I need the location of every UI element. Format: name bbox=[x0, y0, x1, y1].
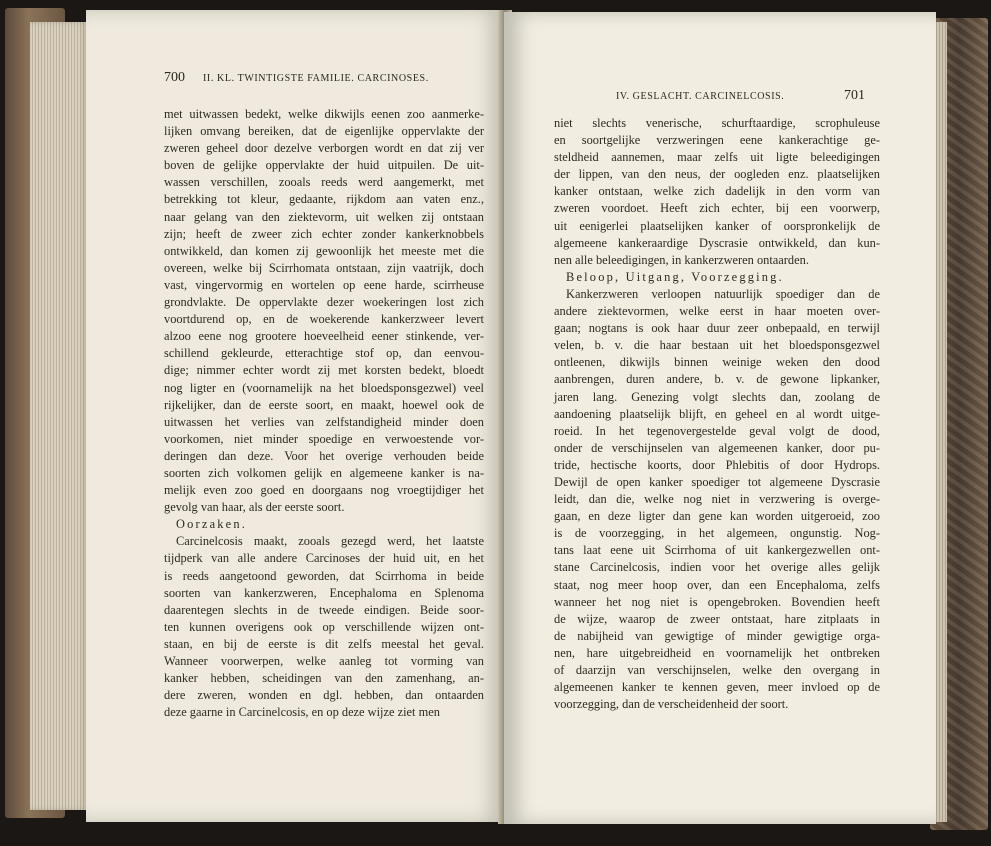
text-line: voortdurend op, en de woekerende kankerzweer levert bbox=[164, 312, 484, 327]
text-line: aandoening plaatselijk blijft, en geheel en al wordt uitge- bbox=[554, 406, 880, 421]
text-line: nen alle beleedigingen, in kankerzweren ontaarden. bbox=[554, 252, 809, 267]
text-line: staat, nog meer hoop over, dan een Encephaloma, zelfs bbox=[554, 577, 880, 592]
text-line: aanbrengen, duren andere, b. v. de gewone lipkanker, bbox=[554, 372, 880, 387]
text-line: zweren voordoet. Heeft zich echter, bij een voorwerp, bbox=[554, 201, 880, 216]
text-line: wanneer het nog niet is opengebroken. Bovendien heeft bbox=[554, 594, 880, 609]
text-line: wassen verschillen, zooals reeds werd aangemerkt, met bbox=[164, 175, 484, 190]
text-line: deringen dan deze. Voor het overige verhouden beide bbox=[164, 448, 484, 463]
text-line: gaan; nogtans is ook haar duur zeer onbepaald, en terwijl bbox=[554, 321, 880, 336]
text-line: Kankerzweren verloopen natuurlijk spoediger dan de bbox=[566, 286, 880, 301]
text-line: algemeenen kanker te kennen geven, meer invloed op de bbox=[554, 680, 880, 695]
text-line: overeen, welke bij Scirrhomata ontstaan, zijn vaatrijk, doch bbox=[164, 260, 484, 275]
text-line: daarentegen slechts in de tweede eindigen. Beide soor- bbox=[164, 602, 484, 617]
text-line: Beloop, Uitgang, Voorzegging. bbox=[566, 269, 784, 284]
page-number: 701 bbox=[844, 88, 865, 103]
text-line: tijdperk van alle andere Carcinoses der huid uit, en het bbox=[164, 551, 484, 566]
text-line: betrekking tot kleur, gedaante, rijkdom aan vaten enz., bbox=[164, 192, 484, 207]
text-line: zijn; heeft de zweer zich echter zonder kankerknobbels bbox=[164, 226, 484, 241]
text-line: dere zweren, wonden en dgl. hebben, dan ontaarden bbox=[164, 688, 484, 703]
page-edges-left bbox=[30, 22, 88, 810]
text-line: leidt, dan die, welke nog niet in verzwering is overge- bbox=[554, 492, 880, 507]
text-line: roeid. In het tegenovergestelde geval volgt de dood, bbox=[554, 423, 880, 438]
left-page bbox=[86, 10, 504, 822]
text-line: niet slechts venerische, schurftaardige, scrophuleuse bbox=[554, 116, 880, 130]
text-line: ontwikkeld, dan komen zij gewoonlijk het meeste met die bbox=[164, 243, 484, 258]
text-line: dige; nimmer echter wordt zij met korsten bedekt, bloedt bbox=[164, 363, 484, 378]
body-text bbox=[164, 106, 484, 721]
text-line: steldheid aannemen, maar zelfs uit ligte beleedigingen bbox=[554, 150, 880, 165]
text-line: uit eenigerlei plaatselijken kanker of oorspronkelijk de bbox=[554, 218, 880, 233]
text-line: alzoo eene nog grootere hoeveelheid eener stinkende, ver- bbox=[164, 329, 484, 344]
body-text bbox=[554, 115, 880, 713]
text-line: melijk even zoo goed en doorgaans nog vroegtijdiger het bbox=[164, 483, 484, 498]
text-line: boven de gelijke oppervlakte der huid uitpuilen. De uit- bbox=[164, 158, 484, 173]
text-line: tride, hectische koorts, door Phlebitis of door Hydrops. bbox=[554, 457, 880, 472]
text-line: gaan, en deze ligter dan gene kan worden uitgeroeid, zoo bbox=[554, 509, 880, 524]
text-line: Carcinelcosis maakt, zooals gezegd werd, het laatste bbox=[176, 534, 484, 549]
text-line: gevolg van haar, als der eerste soort. bbox=[164, 500, 345, 515]
text-line: lijken omvang bereiken, dat de eigenlijke oppervlakte der bbox=[164, 124, 484, 139]
text-line: ten kunnen overigens ook op verschillende wijzen ont- bbox=[164, 619, 484, 634]
text-line: vast, vingervormig en wortelen op eene harde, scirrheuse bbox=[164, 277, 484, 292]
text-line: Dewijl de open kanker spoediger tot algemeene Dyscrasie bbox=[554, 474, 880, 489]
text-line: nog ligter en (voornamelijk na het bloedsponsgezwel) veel bbox=[164, 380, 484, 395]
text-line: soorten zich volkomen gelijk en algemeene kanker is na- bbox=[164, 465, 484, 480]
text-line: stane Carcinelcosis, indien voor het overige alles gelijk bbox=[554, 560, 880, 575]
text-line: voorzegging, dan de verscheidenheid der soort. bbox=[554, 697, 789, 712]
text-line: is reeds aangetoond geworden, dat Scirrhoma in beide bbox=[164, 568, 484, 583]
text-line: schillend gekleurde, etterachtige stof op, dan eenvou- bbox=[164, 346, 484, 361]
text-line: rijkelijker, dan de eerste soort, en maakt, hoewel ook de bbox=[164, 397, 484, 412]
text-line: algemeene kankeraardige Dyscrasie ontwikkeld, dan kun- bbox=[554, 235, 880, 250]
right-page bbox=[504, 12, 936, 824]
text-line: nen, hare uitgebreidheid en voornamelijk het ontbreken bbox=[554, 645, 880, 660]
text-line: velen, b. v. die haar bestaan uit het bloedsponsgezwel bbox=[554, 338, 880, 353]
text-line: of daarzijn van verschijnselen, welke den overgang in bbox=[554, 663, 880, 677]
text-line: deze gaarne in Carcinelcosis, en op deze wijze ziet men bbox=[164, 705, 440, 720]
text-line: grondvlakte. De oppervlakte dezer woekeringen lost zich bbox=[164, 295, 484, 310]
text-line: en soortgelijke verzweringen eene kankerachtige ge- bbox=[554, 133, 880, 148]
running-head: IV. GESLACHT. CARCINELCOSIS. bbox=[616, 91, 785, 102]
text-line: met uitwassen bedekt, welke dikwijls eenen zoo aanmerke- bbox=[164, 107, 484, 121]
text-line: naar gelang van den ziektevorm, uit welken zij ontstaan bbox=[164, 209, 484, 224]
text-line: staan, en bij de eerste is dit zelfs meestal het geval. bbox=[164, 636, 484, 651]
text-line: de nabijheid van gewigtige of minder gewigtige orga- bbox=[554, 628, 880, 643]
text-line: kanker ontstaan, welke zich dadelijk in den vorm van bbox=[554, 184, 880, 199]
page-number: 700 bbox=[164, 70, 185, 85]
text-line: soorten van kankerzweren, Encephaloma en Splenoma bbox=[164, 585, 484, 600]
text-line: andere ziektevormen, welke eerst in haar moeten over- bbox=[554, 304, 880, 319]
text-line: Oorzaken. bbox=[176, 517, 248, 532]
text-line: zweren geheel door dezelve verborgen wordt en dat zij ver bbox=[164, 141, 484, 156]
text-line: Wanneer voorwerpen, welke aanleg tot vorming van bbox=[164, 654, 484, 668]
text-line: uitwassen het verlies van zelfstandigheid minder doen bbox=[164, 414, 484, 429]
text-line: voorkomen, niet minder spoedige en verwoestende vor- bbox=[164, 431, 484, 446]
text-line: de wijze, waarop de zweer ontstaat, hare zitplaats in bbox=[554, 611, 880, 626]
text-line: onder de verschijnselen van algemeenen kanker, door pu- bbox=[554, 440, 880, 455]
text-line: jaren lang. Genezing volgt slechts dan, zoolang de bbox=[554, 389, 880, 404]
text-line: tans laat eene uit Scirrhoma of uit kankergezwellen ont- bbox=[554, 543, 880, 558]
text-line: der lippen, van den neus, der oogleden enz. plaatselijken bbox=[554, 167, 880, 182]
text-line: ontleenen, dikwijls binnen weinige weken den dood bbox=[554, 355, 880, 370]
running-head: II. KL. TWINTIGSTE FAMILIE. CARCINOSES. bbox=[203, 73, 429, 84]
text-line: kanker hebben, scheidingen van den zamenhang, an- bbox=[164, 671, 484, 686]
text-line: is de voorzegging, in het algemeen, ongunstig. Nog- bbox=[554, 526, 880, 541]
